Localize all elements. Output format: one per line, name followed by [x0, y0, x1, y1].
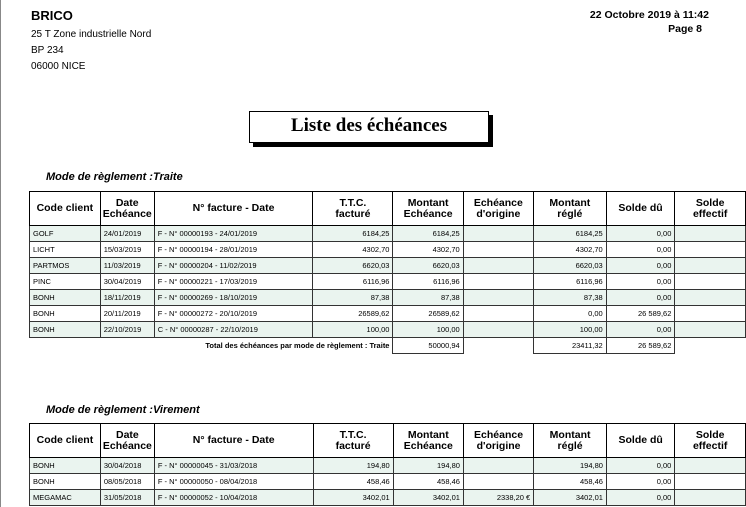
col-montant-echeance: Montant Echéance — [393, 424, 463, 458]
cell-client: PINC — [30, 274, 101, 290]
company-address-1: 25 T Zone industrielle Nord — [31, 29, 152, 40]
col-solde-du: Solde dû — [606, 192, 675, 226]
col-code-client: Code client — [30, 192, 101, 226]
cell-ttc: 458,46 — [313, 474, 393, 490]
cell-origine — [463, 258, 533, 274]
cell-regle: 6620,03 — [533, 258, 606, 274]
cell-ttc: 4302,70 — [313, 242, 393, 258]
cell-date: 24/01/2019 — [100, 226, 154, 242]
cell-client: BONH — [30, 474, 101, 490]
cell-montant: 87,38 — [393, 290, 463, 306]
page-number: Page 8 — [668, 23, 702, 35]
cell-ttc: 3402,01 — [313, 490, 393, 506]
cell-ttc: 194,80 — [313, 458, 393, 474]
cell-effectif — [675, 322, 746, 338]
total-origine-empty — [463, 338, 533, 354]
cell-origine: 2338,20 € — [463, 490, 533, 506]
table-header-row — [30, 192, 746, 226]
report-header-right — [590, 8, 709, 36]
cell-montant: 3402,01 — [393, 490, 463, 506]
cell-facture: C - N° 00000287 - 22/10/2019 — [154, 322, 313, 338]
cell-regle: 6116,96 — [533, 274, 606, 290]
cell-client: BONH — [30, 458, 101, 474]
col-montant-regle: Montant réglé — [534, 424, 607, 458]
cell-regle: 3402,01 — [534, 490, 607, 506]
cell-date: 30/04/2019 — [100, 274, 154, 290]
cell-client: MEGAMAC — [30, 490, 101, 506]
section-title-traite: Mode de règlement :Traite — [46, 171, 183, 183]
col-montant-echeance: Montant Echéance — [393, 192, 463, 226]
cell-date: 31/05/2018 — [100, 490, 154, 506]
cell-effectif — [675, 274, 746, 290]
cell-montant: 100,00 — [393, 322, 463, 338]
cell-client: LICHT — [30, 242, 101, 258]
cell-ttc: 6116,96 — [313, 274, 393, 290]
company-block — [31, 8, 151, 75]
cell-effectif — [675, 306, 746, 322]
table-row — [30, 322, 746, 338]
cell-solde: 0,00 — [606, 474, 674, 490]
cell-facture: F - N° 00000194 - 28/01/2019 — [154, 242, 313, 258]
cell-montant: 6116,96 — [393, 274, 463, 290]
cell-facture: F - N° 00000052 - 10/04/2018 — [154, 490, 313, 506]
cell-client: BONH — [30, 322, 101, 338]
cell-ttc: 100,00 — [313, 322, 393, 338]
cell-regle: 87,38 — [533, 290, 606, 306]
cell-solde: 0,00 — [606, 258, 675, 274]
cell-solde: 0,00 — [606, 242, 675, 258]
cell-origine — [463, 242, 533, 258]
cell-solde: 26 589,62 — [606, 306, 675, 322]
cell-client: BONH — [30, 290, 101, 306]
cell-client: PARTMOS — [30, 258, 101, 274]
company-address-2: BP 234 — [31, 45, 64, 56]
cell-regle: 100,00 — [533, 322, 606, 338]
page-edge — [0, 0, 1, 507]
table-row — [30, 306, 746, 322]
col-montant-regle: Montant réglé — [533, 192, 606, 226]
col-ttc: T.T.C. facturé — [313, 424, 393, 458]
cell-origine — [463, 322, 533, 338]
total-solde: 26 589,62 — [606, 338, 675, 354]
cell-montant: 4302,70 — [393, 242, 463, 258]
cell-effectif — [675, 458, 746, 474]
cell-effectif — [675, 474, 746, 490]
cell-date: 08/05/2018 — [100, 474, 154, 490]
cell-montant: 6620,03 — [393, 258, 463, 274]
company-name: BRICO — [31, 8, 73, 23]
cell-solde: 0,00 — [606, 490, 674, 506]
cell-facture: F - N° 00000050 - 08/04/2018 — [154, 474, 313, 490]
col-solde-effectif: Solde effectif — [675, 192, 746, 226]
cell-regle: 0,00 — [533, 306, 606, 322]
cell-regle: 6184,25 — [533, 226, 606, 242]
cell-ttc: 6184,25 — [313, 226, 393, 242]
cell-montant: 6184,25 — [393, 226, 463, 242]
cell-origine — [463, 274, 533, 290]
table-row — [30, 290, 746, 306]
col-echeance-origine: Echéance d'origine — [463, 192, 533, 226]
cell-montant: 194,80 — [393, 458, 463, 474]
cell-date: 20/11/2019 — [100, 306, 154, 322]
table-row — [30, 458, 746, 474]
report-title-box — [249, 111, 489, 143]
table-traite — [29, 191, 746, 354]
col-echeance-origine: Echéance d'origine — [463, 424, 533, 458]
cell-date: 18/11/2019 — [100, 290, 154, 306]
cell-regle: 194,80 — [534, 458, 607, 474]
cell-regle: 458,46 — [534, 474, 607, 490]
table-header-row — [30, 424, 746, 458]
section-title-virement: Mode de règlement :Virement — [46, 404, 200, 416]
report-datetime: 22 Octobre 2019 à 11:42 — [589, 9, 709, 21]
cell-origine — [463, 458, 533, 474]
company-address-3: 06000 NICE — [31, 61, 86, 72]
col-solde-du: Solde dû — [606, 424, 674, 458]
table-row — [30, 242, 746, 258]
cell-ttc: 26589,62 — [313, 306, 393, 322]
cell-solde: 0,00 — [606, 274, 675, 290]
cell-date: 15/03/2019 — [100, 242, 154, 258]
cell-effectif — [675, 490, 746, 506]
cell-facture: F - N° 00000045 - 31/03/2018 — [154, 458, 313, 474]
col-code-client: Code client — [30, 424, 101, 458]
col-solde-effectif: Solde effectif — [675, 424, 746, 458]
col-ttc: T.T.C. facturé — [313, 192, 393, 226]
cell-facture: F - N° 00000269 - 18/10/2019 — [154, 290, 313, 306]
cell-effectif — [675, 226, 746, 242]
cell-origine — [463, 290, 533, 306]
cell-client: BONH — [30, 306, 101, 322]
total-label: Total des échéances par mode de règlement : Traite — [30, 338, 393, 354]
cell-origine — [463, 474, 533, 490]
total-montant: 50000,94 — [393, 338, 463, 354]
table-row — [30, 490, 746, 506]
cell-solde: 0,00 — [606, 322, 675, 338]
table-virement — [29, 423, 746, 506]
col-date-echeance: Date Echéance — [100, 192, 154, 226]
cell-date: 11/03/2019 — [100, 258, 154, 274]
table-row — [30, 474, 746, 490]
table-row — [30, 274, 746, 290]
cell-date: 30/04/2018 — [100, 458, 154, 474]
cell-effectif — [675, 242, 746, 258]
cell-origine — [463, 306, 533, 322]
col-date-echeance: Date Echéance — [100, 424, 154, 458]
col-facture: N° facture - Date — [154, 424, 313, 458]
cell-montant: 26589,62 — [393, 306, 463, 322]
cell-date: 22/10/2019 — [100, 322, 154, 338]
cell-ttc: 87,38 — [313, 290, 393, 306]
cell-effectif — [675, 290, 746, 306]
cell-facture: F - N° 00000204 - 11/02/2019 — [154, 258, 313, 274]
cell-solde: 0,00 — [606, 290, 675, 306]
total-row — [30, 338, 746, 354]
report-title: Liste des échéances — [249, 111, 489, 143]
col-facture: N° facture - Date — [154, 192, 313, 226]
cell-client: GOLF — [30, 226, 101, 242]
total-effectif-empty — [675, 338, 746, 354]
cell-solde: 0,00 — [606, 226, 675, 242]
total-regle: 23411,32 — [533, 338, 606, 354]
table-row — [30, 258, 746, 274]
table-row — [30, 226, 746, 242]
cell-ttc: 6620,03 — [313, 258, 393, 274]
cell-regle: 4302,70 — [533, 242, 606, 258]
cell-facture: F - N° 00000221 - 17/03/2019 — [154, 274, 313, 290]
cell-solde: 0,00 — [606, 458, 674, 474]
cell-effectif — [675, 258, 746, 274]
cell-origine — [463, 226, 533, 242]
cell-facture: F - N° 00000193 - 24/01/2019 — [154, 226, 313, 242]
cell-facture: F - N° 00000272 - 20/10/2019 — [154, 306, 313, 322]
cell-montant: 458,46 — [393, 474, 463, 490]
